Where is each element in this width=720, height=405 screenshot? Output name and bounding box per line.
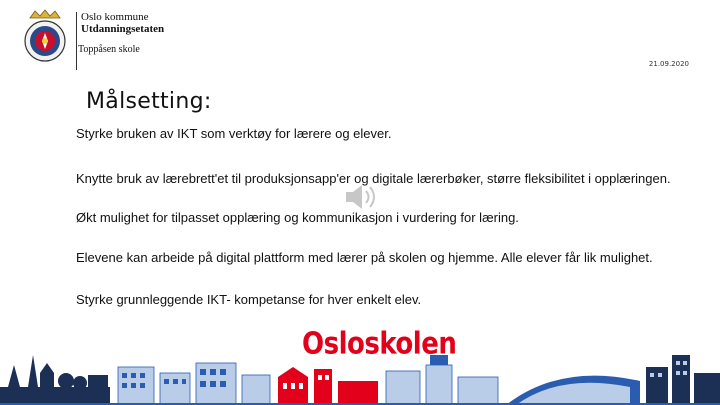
speaker-icon[interactable] — [340, 181, 382, 213]
school-name: Toppåsen skole — [78, 44, 140, 55]
header-divider — [76, 12, 77, 70]
goal-item: Styrke grunnleggende IKT- kompetanse for hver enkelt elev. — [76, 292, 422, 307]
slide-date: 21.09.2020 — [648, 60, 689, 68]
oslo-coat-of-arms-icon — [22, 8, 68, 64]
org-name: Oslo kommune — [81, 11, 149, 23]
goal-item: Styrke bruken av IKT som verktøy for lærere og elever. — [76, 126, 392, 141]
slide-title: Målsetting: — [86, 89, 212, 114]
goal-item: Elevene kan arbeide på digital plattform med lærer på skolen og hjemme. Alle elever får lik mulighet. — [76, 250, 653, 265]
org-department: Utdanningsetaten — [81, 23, 165, 35]
osloskolen-logo: Osloskolen — [302, 327, 457, 362]
goal-item: Økt mulighet for tilpasset opplæring og kommunikasjon i vurdering for læring. — [76, 210, 519, 225]
goal-item: Knytte bruk av lærebrett'et til produksjonsapp'er og digitale lærerbøker, større fleksibilitet i opplæringen. — [76, 171, 671, 186]
